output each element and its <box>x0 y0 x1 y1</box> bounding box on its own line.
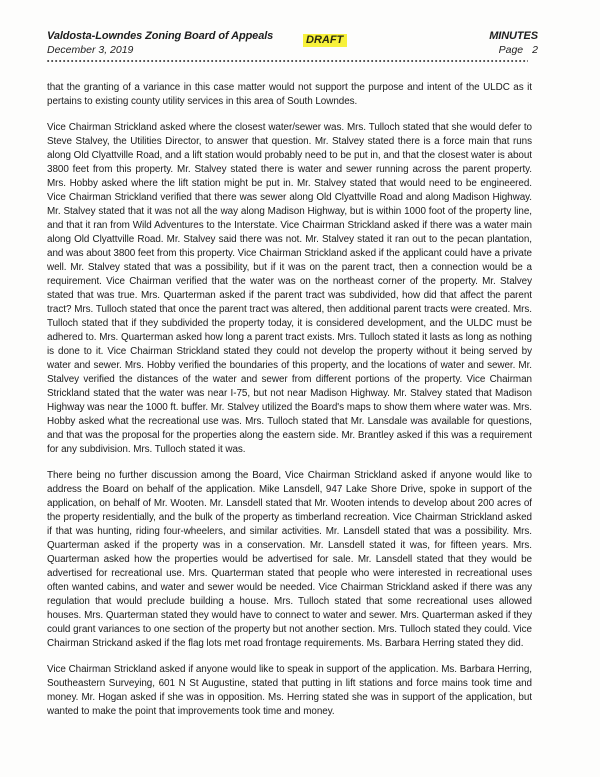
page-number: 2 <box>532 44 538 56</box>
header-right <box>489 30 538 56</box>
paragraph-applicant-testimony: There being no further discussion among the Board, Vice Chairman Strickland asked if anyone would like to address the Board on behalf of the application. Mike Lansdell, 947 Lake Shore Drive, spoke in support of the application, on behalf of Mr. Wooten. Mr. Lansdell stated that Mr. Wooten intends to develop about 200 acres of the property residentially, and the bulk of the property as timberland recreation. Vice Chairman Strickland asked if that was hunting, riding four-wheelers, and similar activities. Mr. Lansdell stated that was a possibility. Mrs. Quarterman asked if the property was in a conservation. Mr. Lansdell stated it was, for fifteen years. Mrs. Quarterman asked how the properties would be advertised for sale. Mr. Lansdell stated that they would be advertised for recreational use. Mrs. Quarterman stated that people who were interested in recreational uses often wanted cabins, and water and sewer would be needed. Vice Chairman Strickland asked if there was any regulation that would preclude building a house. Mrs. Tulloch stated that some recreational uses allowed houses. Mrs. Quarterman stated they would have to connect to water and sewer. Mrs. Quarterman asked if they could grant variances to one section of the property but not another section. Mrs. Tulloch stated they could. Vice Chairman Strickand asked if the flag lots met road frontage requirements. Ms. Barbara Herring stated they did. <box>47 470 532 649</box>
header-left <box>47 30 273 56</box>
minutes-body <box>47 81 532 731</box>
org-title: Valdosta-Lowndes Zoning Board of Appeals <box>47 30 274 42</box>
paragraph-support-testimony: Vice Chairman Strickland asked if anyone would like to speak in support of the application. Ms. Barbara Herring, Southeastern Surveying, 601 N St Augustine, stated that putting in lift stations and force mains took time and money. Mr. Hogan asked if she was in opposition. Ms. Herring stated she was in support of the application, but wanted to make the point that improvements took time and money. <box>47 664 532 717</box>
doc-date: December 3, 2019 <box>47 44 134 56</box>
page-label: Page <box>498 44 524 56</box>
dotted-separator <box>47 59 528 63</box>
header-center <box>303 30 347 48</box>
minutes-label: MINUTES <box>489 30 538 42</box>
page-indicator <box>489 44 538 56</box>
paragraph-variance-finding: that the granting of a variance in this case matter would not support the purpose and intent of the ULDC as it pertains to existing county utility services in this area of South Lowndes. <box>47 82 532 107</box>
draft-badge: DRAFT <box>303 34 347 47</box>
paragraph-water-sewer-discussion: Vice Chairman Strickland asked where the closest water/sewer was. Mrs. Tulloch stated that she would defer to Steve Stalvey, the Utilities Director, to answer that question. Mr. Stalvey stated there is a force main that runs along Old Clyattville Road, and a lift station would probably need to be put in, and that the closest water is about 3800 feet from this property. Mr. Stalvey stated there is water and sewer running across the parent property. Mrs. Hobby asked where the lift station might be put in. Mr. Stalvey stated that would need to be engineered. Vice Chairman Strickland verified that there was sewer along Old Clyattville Road and along Madison Highway. Mr. Stalvey stated that it was not all the way along Madison Highway, but is within 1000 foot of the property line, and that it ran from Wild Adventures to the Interstate. Vice Chairman Strickland asked if there was a water main along Old Clyattville Road. Mr. Stalvey said there was not. Mr. Stalvey stated it ran out to the pecan plantation, and was about 3800 feet from this property. Vice Chairman Strickland asked if the applicant could have a private well. Mr. Stalvey stated that was a possibility, but if it was on the parent tract, then a connection would be a requirement. Vice Chairman verified that the water was on the northeast corner of the property. Mr. Stalvey stated that was true. Mrs. Quarterman asked if the parent tract was subdivided, how did that affect the parent tract? Mrs. Tulloch stated that once the parent tract was altered, then additional parent tracts were created. Mrs. Tulloch stated that if they subdivided the property today, it is considered development, and the ULDC must be adhered to. Mrs. Quarterman asked how long a parent tract exists. Mrs. Tulloch stated it lasts as long as nothing is done to it. Vice Chairman Strickland stated they could not develop the property without it being served by water and sewer. Mrs. Hobby verified the boundaries of this property, and the locations of water and sewer. Mr. Stalvey verified the distances of the water and sewer from different portions of the property. Vice Chairman Strickland stated that the water was near I-75, but not near Madison Highway. Mr. Stalvey stated that Madison Highway was near the 1000 ft. buffer. Mr. Stalvey utilized the Board's maps to show them where water was. Mrs. Hobby asked what the recreational use was. Mrs. Tulloch stated that Mr. Lansdale was available for questions, and that was the proposal for the properties along the eastern side. Mr. Brantley asked if this was a requirement for any subdivision. Mrs. Tulloch stated it was. <box>47 122 532 455</box>
